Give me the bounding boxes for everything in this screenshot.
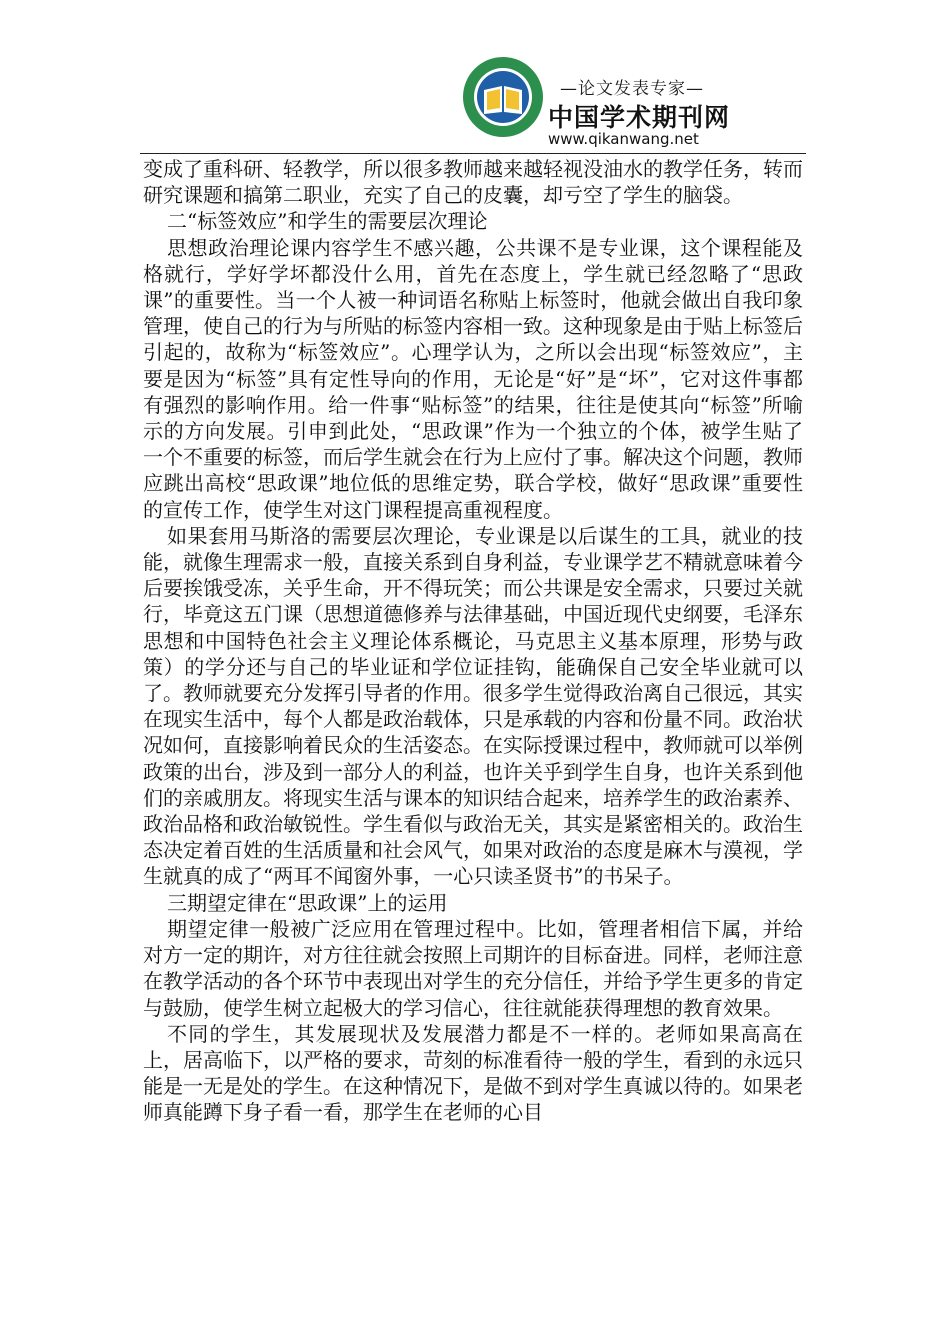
paragraph: 期望定律一般被广泛应用在管理过程中。比如，管理者相信下属，并给对方一定的期许，对方往往就会按照上司期许的目标奋进。同样，老师注意在教学活动的各个环节中表现出对学生的充分信任，并给予学生更多的肯定与鼓励，使学生树立起极大的学习信心，往往就能获得理想的教育效果。 xyxy=(143,916,803,1020)
book-page-right xyxy=(506,89,519,110)
brand-url: www.qikanwang.net xyxy=(548,130,699,148)
section-heading: 三期望定律在“思政课”上的运用 xyxy=(167,890,448,915)
page-header xyxy=(0,0,950,160)
paragraph: 不同的学生，其发展现状及发展潜力都是不一样的。老师如果高高在上，居高临下，以严格的要求，苛刻的标准看待一般的学生，看到的永远只能是一无是处的学生。在这种情况下，是做不到对学生真诚以待的。如果老师真能蹲下身子看一看，那学生在老师的心目 xyxy=(143,1021,803,1125)
book-page-left xyxy=(487,89,500,110)
article-body xyxy=(143,156,803,1126)
paragraph: 如果套用马斯洛的需要层次理论，专业课是以后谋生的工具，就业的技能，就像生理需求一般，直接关系到自身利益，专业课学艺不精就意味着今后要挨饿受冻，关乎生命，开不得玩笑；而公共课是安全需求，只要过关就行，毕竟这五门课（思想道德修养与法律基础，中国近现代史纲要，毛泽东思想和中国特色社会主义理论体系概论，马克思主义基本原理，形势与政策）的学分还与自己的毕业证和学位证挂钩，能确保自己安全毕业就可以了。教师就要充分发挥引导者的作用。很多学生觉得政治离自己很远，其实在现实生活中，每个人都是政治载体，只是承载的内容和份量不同。政治状况如何，直接影响着民众的生活姿态。在实际授课过程中，教师就可以举例政策的出台，涉及到一部分人的利益，也许关乎到学生自身，也许关系到他们的亲戚朋友。将现实生活与课本的知识结合起来，培养学生的政治素养、政治品格和政治敏锐性。学生看似与政治无关，其实是紧密相关的。政治生态决定着百姓的生活质量和社会风气，如果对政治的态度是麻木与漠视，学生就真的成了“两耳不闻窗外事，一心只读圣贤书”的书呆子。 xyxy=(143,523,803,889)
paragraph: 变成了重科研、轻教学，所以很多教师越来越轻视没油水的教学任务，转而研究课题和搞第二职业，充实了自己的皮囊，却亏空了学生的脑袋。 xyxy=(143,157,803,208)
brand-tagline: —论文发表专家— xyxy=(560,79,704,99)
qikanwang-seal-logo xyxy=(462,56,544,138)
paragraph: 思想政治理论课内容学生不感兴趣，公共课不是专业课，这个课程能及格就行，学好学坏都没什么用，首先在态度上，学生就已经忽略了“思政课”的重要性。当一个人被一种词语名称贴上标签时，他就会做出自我印象管理，使自己的行为与所贴的标签内容相一致。这种现象是由于贴上标签后引起的，故称为“标签效应”。心理学认为，之所以会出现“标签效应”，主要是因为“标签”具有定性导向的作用，无论是“好”是“坏”，它对这件事都有强烈的影响作用。给一件事“贴标签”的结果，往往是使其向“标签”所喻示的方向发展。引申到此处，“思政课”作为一个独立的个体，被学生贴了一个不重要的标签，而后学生就会在行为上应付了事。解决这个问题，教师应跳出高校“思政课”地位低的思维定势，联合学校，做好“思政课”重要性的宣传工作，使学生对这门课程提高重视程度。 xyxy=(143,235,803,522)
brand-name: 中国学术期刊网 xyxy=(548,103,731,132)
section-heading: 二“标签效应”和学生的需要层次理论 xyxy=(167,209,488,234)
header-divider xyxy=(140,153,806,154)
